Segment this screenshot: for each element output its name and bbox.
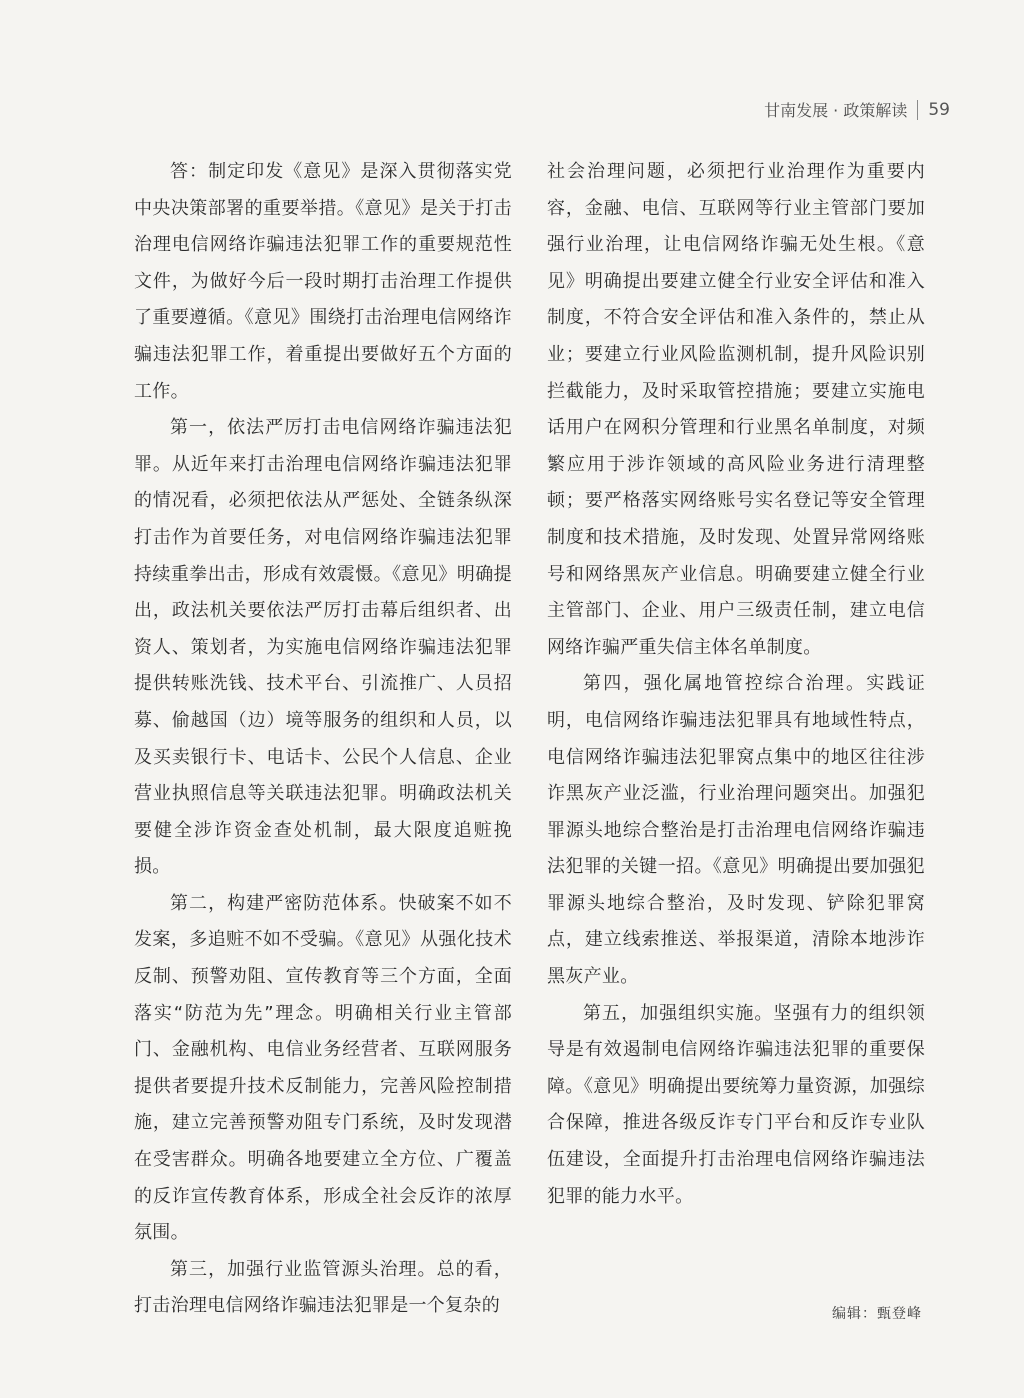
paragraph-point-one: 第一，依法严厉打击电信网络诈骗违法犯罪。从近年来打击治理电信网络诈骗违法犯罪的情况看，必须把依法从严惩处、全链条纵深打击作为首要任务，对电信网络诈骗违法犯罪持续重拳出击，形成有效震慑。《意见》明确提出，政法机关要依法严厉打击幕后组织者、出资人、策划者，为实施电信网络诈骗违法犯罪提供转账洗钱、技术平台、引流推广、人员招募、偷越国（边）境等服务的组织和人员，以及买卖银行卡、电话卡、公民个人信息、企业营业执照信息等关联违法犯罪。明确政法机关要健全涉诈资金查处机制，最大限度追赃挽损。 xyxy=(134,417,512,878)
paragraph-point-five: 第五，加强组织实施。坚强有力的组织领导是有效遏制电信网络诈骗违法犯罪的重要保障。《意见》明确提出要统筹力量资源，加强综合保障，推进各级反诈专门平台和反诈专业队伍建设，全面提升打击治理电信网络诈骗违法犯罪的能力水平。 xyxy=(547,1002,925,1207)
paragraph-point-two: 第二，构建严密防范体系。快破案不如不发案，多追赃不如不受骗。《意见》从强化技术反制、预警劝阻、宣传教育等三个方面，全面落实“防范为先”理念。明确相关行业主管部门、金融机构、电信业务经营者、互联网服务提供者要提升技术反制能力，完善风险控制措施，建立完善预警劝阻专门系统，及时发现潜在受害群众。明确各地要建立全方位、广覆盖的反诈宣传教育体系，形成全社会反诈的浓厚氛围。 xyxy=(134,892,512,1244)
header-divider xyxy=(917,100,918,120)
paragraph-answer-intro: 答：制定印发《意见》是深入贯彻落实党中央决策部署的重要举措。《意见》是关于打击治理电信网络诈骗违法犯罪工作的重要规范性文件，为做好今后一段时期打击治理工作提供了重要遵循。《意见》围绕打击治理电信网络诈骗违法犯罪工作，着重提出要做好五个方面的工作。 xyxy=(134,161,512,402)
paragraph-point-four: 第四，强化属地管控综合治理。实践证明，电信网络诈骗违法犯罪具有地域性特点，电信网络诈骗违法犯罪窝点集中的地区往往涉诈黑灰产业泛滥，行业治理问题突出。加强犯罪源头地综合整治是打击治理电信网络诈骗违法犯罪的关键一招。《意见》明确提出要加强犯罪源头地综合整治，及时发现、铲除犯罪窝点，建立线索推送、举报渠道，清除本地涉诈黑灰产业。 xyxy=(547,673,925,988)
section-title: 甘南发展 · 政策解读 xyxy=(764,101,908,120)
running-header xyxy=(764,98,950,121)
right-column xyxy=(547,154,925,1215)
paragraph-point-three-continued: 社会治理问题，必须把行业治理作为重要内容，金融、电信、互联网等行业主管部门要加强行业治理，让电信网络诈骗无处生根。《意见》明确提出要建立健全行业安全评估和准入制度，不符合安全评估和准入条件的，禁止从业；要建立行业风险监测机制，提升风险识别拦截能力，及时采取管控措施；要建立实施电话用户在网积分管理和行业黑名单制度，对频繁应用于涉诈领域的高风险业务进行清理整顿；要严格落实网络账号实名登记等安全管理制度和技术措施，及时发现、处置异常网络账号和网络黑灰产业信息。明确要建立健全行业主管部门、企业、用户三级责任制，建立电信网络诈骗严重失信主体名单制度。 xyxy=(547,161,925,658)
paragraph-point-three-start: 第三，加强行业监管源头治理。总的看，打击治理电信网络诈骗违法犯罪是一个复杂的 xyxy=(134,1258,512,1317)
page-number: 59 xyxy=(928,99,950,120)
editor-credit: 编辑：甄登峰 xyxy=(832,1306,922,1322)
left-column xyxy=(134,154,512,1325)
